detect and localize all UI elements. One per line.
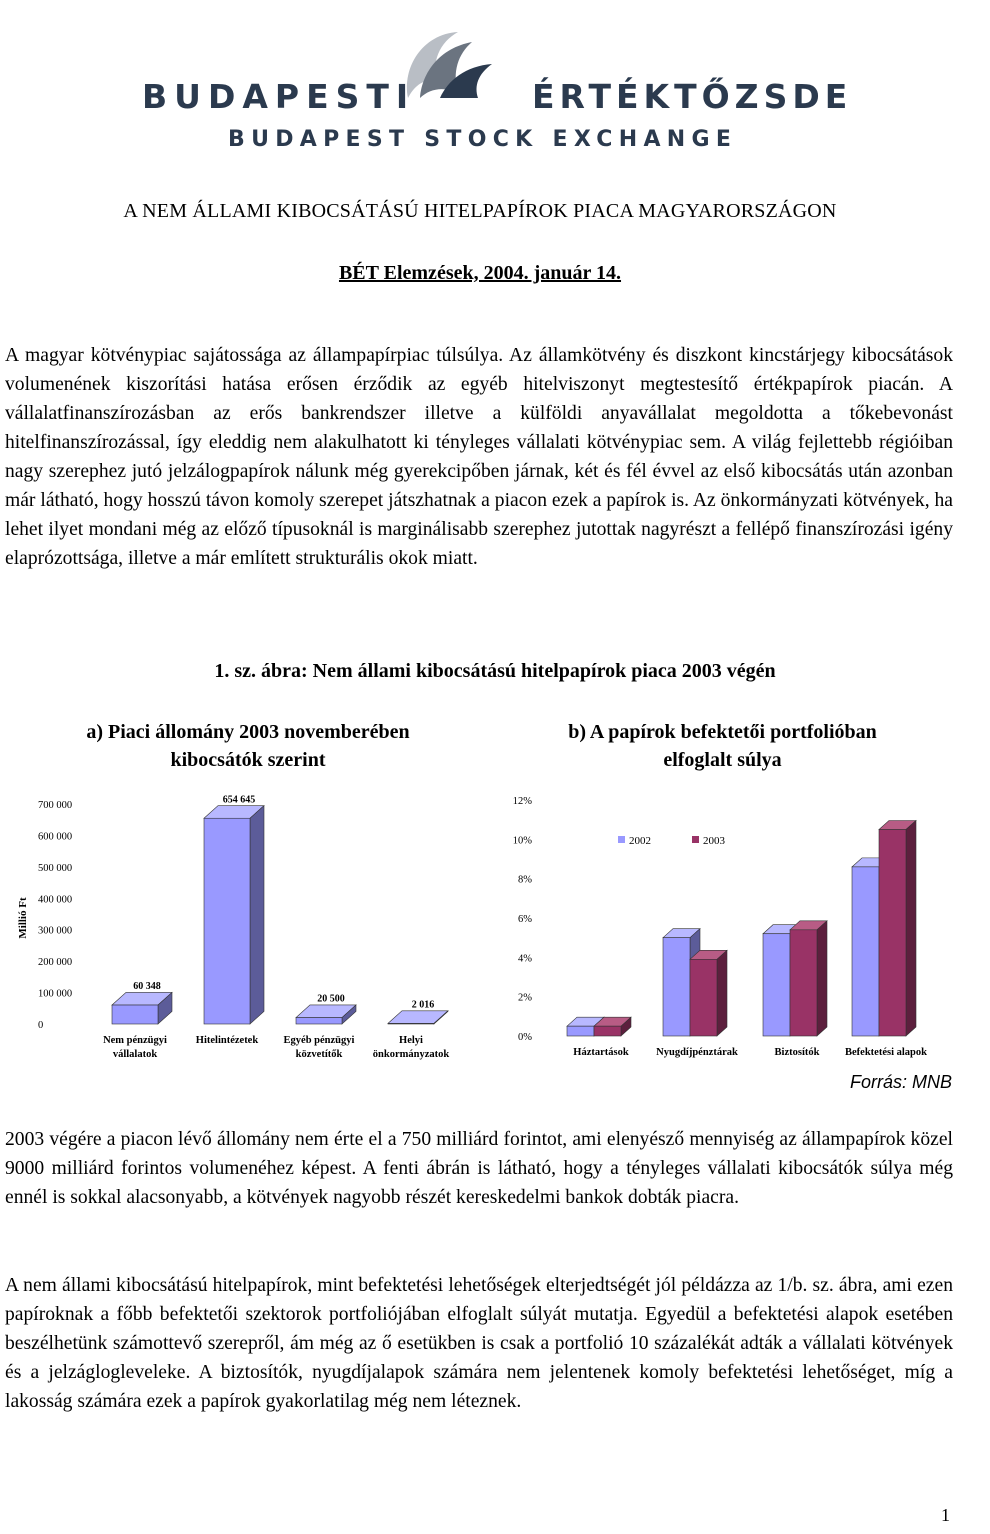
- document-subtitle: BÉT Elemzések, 2004. január 14.: [338, 262, 622, 284]
- chart-b-bar-2003: [879, 821, 916, 1037]
- document-title: A NEM ÁLLAMI KIBOCSÁTÁSÚ HITELPAPÍROK PIACA MAGYARORSZÁGON: [123, 200, 837, 222]
- chart-b-legend-swatch: [692, 836, 699, 843]
- chart-a-ytick-label: 100 000: [38, 988, 73, 1000]
- chart-b-category-label: Befektetési alapok: [845, 1047, 927, 1058]
- chart-b-title-line2: elfoglalt súlya: [663, 749, 782, 771]
- chart-b-ytick-label: 2%: [518, 992, 532, 1004]
- chart-b-ytick-label: 4%: [518, 953, 532, 965]
- chart-a-value-label: 60 348: [133, 981, 161, 993]
- chart-b-ytick-label: 12%: [512, 796, 532, 807]
- chart-a-category-label: Helyi: [399, 1035, 423, 1046]
- page-number: 1: [941, 1505, 950, 1525]
- logo-swirl-icon: [407, 32, 492, 98]
- chart-a-ytick-label: 500 000: [38, 862, 73, 874]
- chart-a-bar: [112, 992, 172, 1024]
- chart-b-category-label: Biztosítók: [774, 1047, 820, 1058]
- chart-a-value-label: 20 500: [317, 993, 345, 1005]
- chart-b-ytick-label: 10%: [512, 835, 532, 847]
- logo-text-ertektozsde: ÉRTÉKTŐZSDE: [532, 77, 853, 116]
- chart-a-ytick-label: 400 000: [38, 894, 73, 906]
- source-note: Forrás: MNB: [849, 1072, 952, 1092]
- chart-a-title: [18, 718, 478, 774]
- chart-a-value-label: 654 645: [222, 794, 256, 806]
- chart-b-legend-label: 2003: [703, 835, 725, 847]
- chart-b-legend-swatch: [618, 836, 625, 843]
- chart-a-ylabel: Millió Ft: [17, 897, 29, 939]
- chart-a-category-label: Egyéb pénzügyi: [283, 1035, 355, 1046]
- bse-logo: [140, 28, 853, 153]
- chart-a-bar: [296, 1005, 356, 1024]
- chart-a-category-label: Nem pénzügyi: [103, 1035, 167, 1046]
- chart-b-ytick-label: 0%: [518, 1032, 532, 1043]
- chart-b-bar-2003: [690, 950, 727, 1036]
- chart-a-ytick-label: 300 000: [38, 925, 73, 937]
- chart-a-bar: [388, 1011, 448, 1024]
- chart-a-ytick-label: 0: [38, 1020, 44, 1031]
- chart-b-legend-label: 2002: [629, 835, 651, 847]
- chart-b-category-label: Nyugdíjpénztárak: [656, 1047, 738, 1058]
- chart-a-title-line1: a) Piaci állomány 2003 novemberében: [86, 721, 410, 743]
- figure-title: 1. sz. ábra: Nem állami kibocsátású hitelpapírok piaca 2003 végén: [214, 660, 776, 682]
- chart-b-bar-2003: [790, 921, 827, 1036]
- chart-a-category-label: vállalatok: [112, 1049, 158, 1060]
- intro-paragraph: A magyar kötvénypiac sajátossága az állampapírpiac túlsúlya. Az államkötvény és diszkont kincstárjegy kibocsátások volumenének kiszorítási hatása erősen érződik az egyéb hitelviszonyt megtestesítő értékpapírok piacán. A vállalatfinanszírozásban az erős bankrendszer illetve a külföldi anyavállalat megoldotta a tőkebevonást hitelfinanszírozással, így eleddig nem alakulhatott ki tényleges vállalati kötvénypiac sem. A világ fejlettebb régióiban nagy szerephez jutó jelzálogpapírok nálunk még gyerekcipőben járnak, két és fél évvel az első kibocsátás után azonban már látható, hogy hosszú távon komoly szerepet játszhatnak a piacon ezek a papírok is. Az önkormányzati kötvények, ha lehet ilyet mondani még az előző típusoknál is marginálisabb szerephez jutottak nagyrészt a fellépő finanszírozási igény elaprózottsága, illetve a már említett strukturális okok miatt.: [5, 345, 953, 569]
- chart-a-bar: [204, 806, 264, 1024]
- chart-a-ytick-label: 600 000: [38, 831, 73, 843]
- chart-a-ytick-label: 700 000: [38, 800, 73, 811]
- chart-b-title: [490, 718, 955, 774]
- chart-a-issuers: [0, 780, 470, 1070]
- chart-b-ytick-label: 6%: [518, 914, 532, 925]
- paragraph-3: A nem állami kibocsátású hitelpapírok, mint befektetési lehetőségek elterjedtségét jól példázza az 1/b. sz. ábra, ami ezen papíroknak a főbb befektetői szektorok portfoliójában elfoglalt súlyát mutatja. Egyedül a befektetési alapok esetében beszélhetünk számottevő szerepről, ám még az ő esetükben is csak a portfolió 10 százalékát adták a vállalati kötvények és a jelzáglogleveleke. A biztosítók, nyugdíjalapok számára nem jelentenek komoly befektetési lehetőséget, míg a lakosság számára ezek a papírok gyakorlatilag még nem léteznek.: [5, 1275, 953, 1412]
- chart-b-ytick-label: 8%: [518, 874, 532, 886]
- logo-text-stock-exchange: BUDAPEST STOCK EXCHANGE: [228, 127, 738, 152]
- chart-a-category-label: Hitelintézetek: [195, 1035, 259, 1046]
- chart-a-ytick-label: 200 000: [38, 957, 73, 969]
- chart-a-category-label: közvetítők: [295, 1049, 343, 1060]
- logo-text-budapesti: BUDAPESTI: [142, 77, 416, 116]
- chart-b-title-line1: b) A papírok befektetői portfolióban: [568, 721, 877, 743]
- chart-b-portfolio-weight: [480, 780, 960, 1070]
- chart-a-category-label: önkormányzatok: [372, 1049, 450, 1060]
- chart-a-value-label: 2 016: [411, 999, 435, 1011]
- chart-b-category-label: Háztartások: [573, 1047, 629, 1058]
- chart-a-title-line2: kibocsátók szerint: [170, 749, 326, 771]
- paragraph-2: 2003 végére a piacon lévő állomány nem érte el a 750 milliárd forintot, ami elenyésző mennyiség az állampapírok közel 9000 milliárd forintos volumenéhez képest. A fenti ábrán is látható, hogy a tényleges vállalati kibocsátók súlya még ennél is sokkal alacsonyabb, a kötvények nagyobb részét kereskedelmi bankok dobták piacra.: [5, 1129, 953, 1208]
